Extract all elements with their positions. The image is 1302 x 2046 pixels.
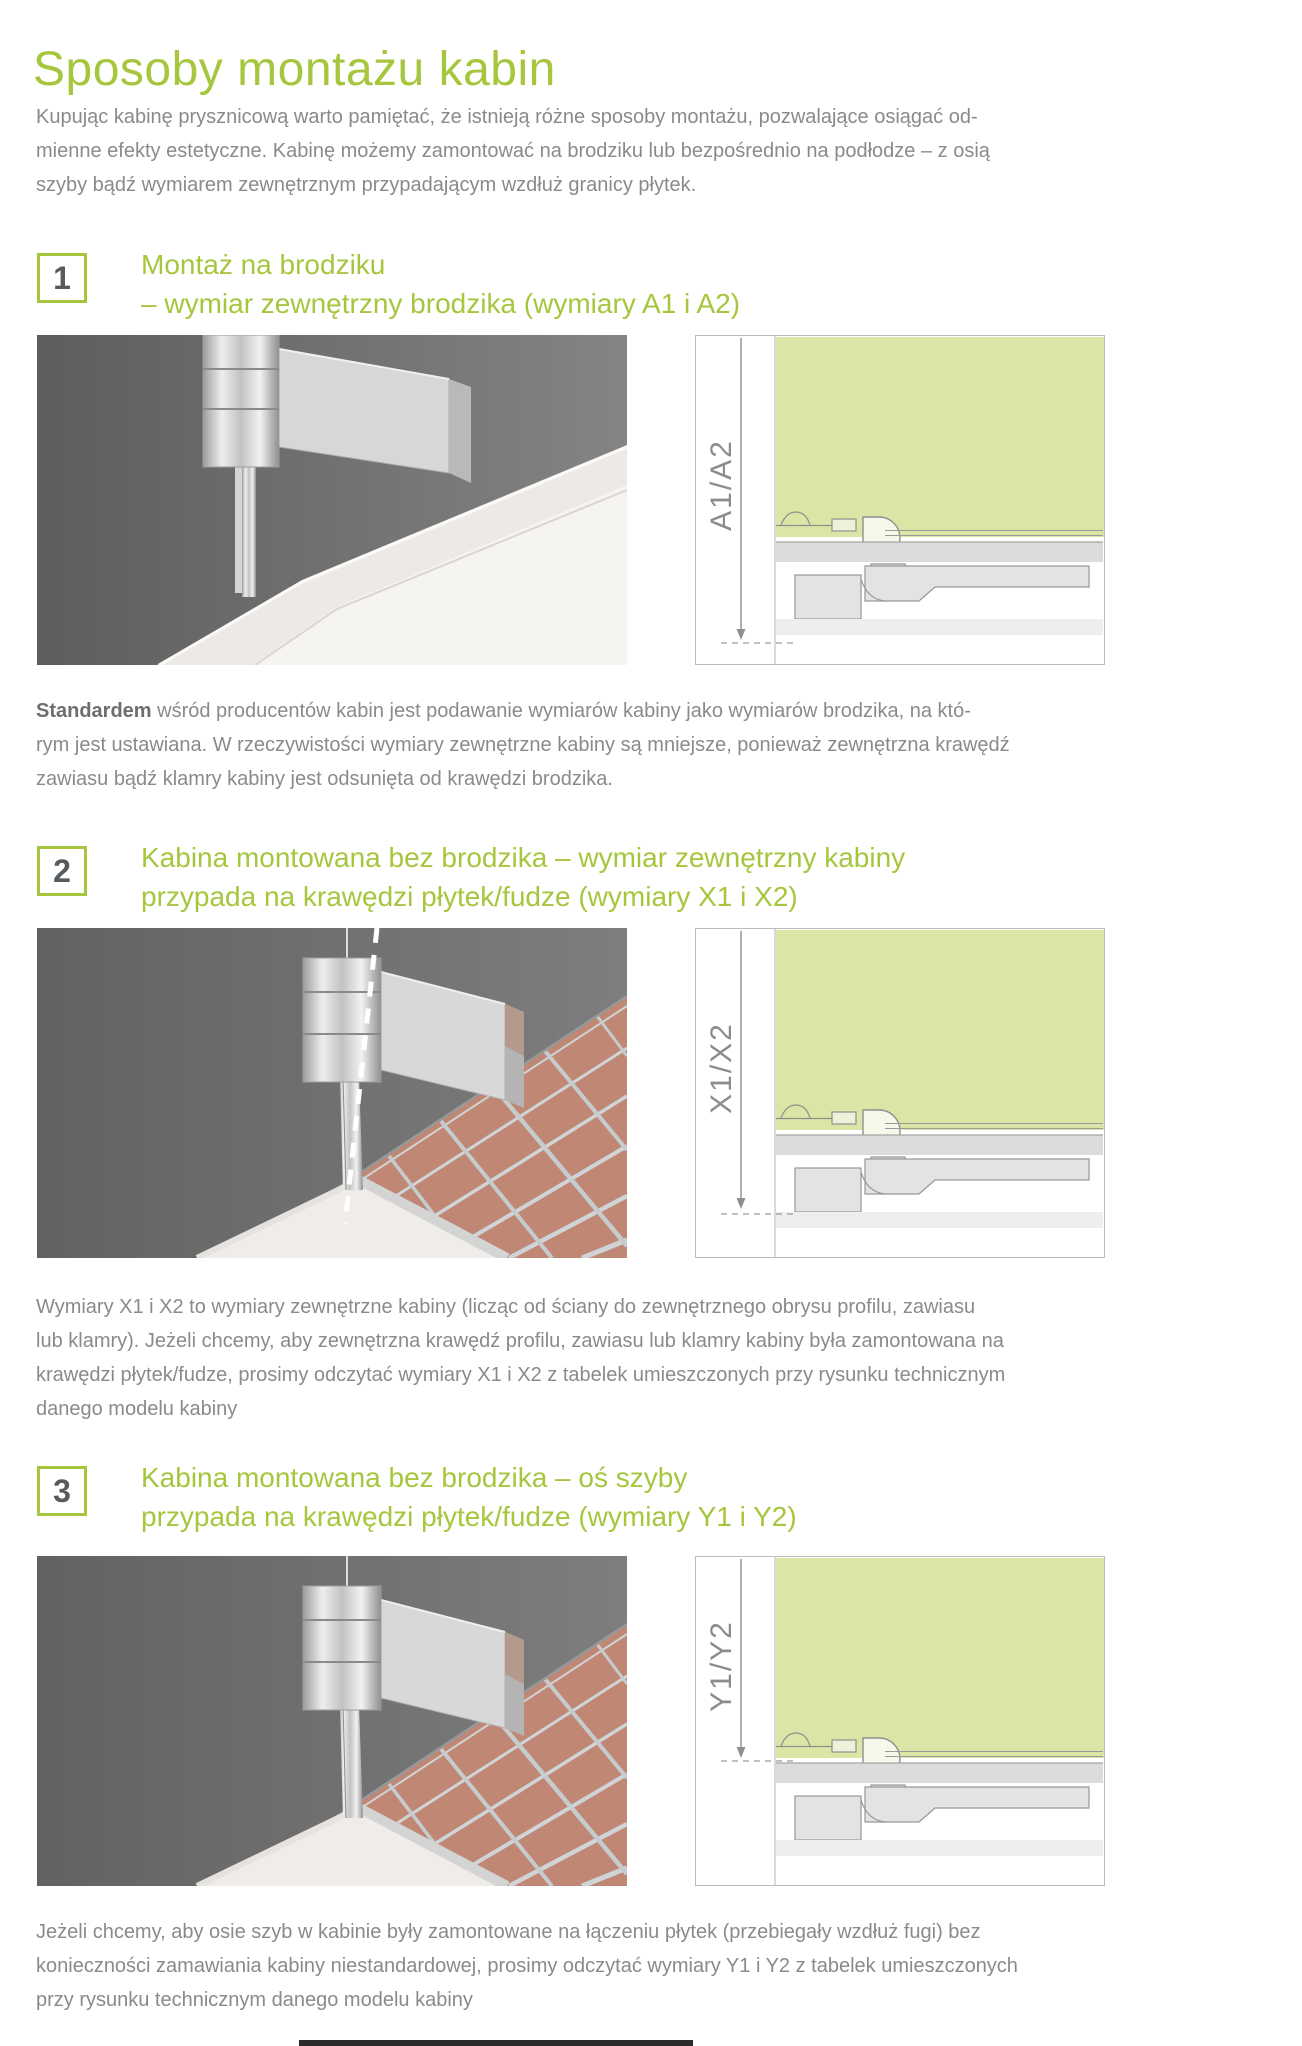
section-2-images [0,928,1302,1258]
section-2-heading [141,838,905,916]
photo-hinge-tiled-floor [37,1556,627,1886]
section-3-heading [141,1458,797,1536]
heading-line: Kabina montowana bez brodzika – oś szyby [141,1462,688,1493]
heading-line: Kabina montowana bez brodzika – wymiar zewnętrzny kabiny [141,842,906,873]
heading-line: przypada na krawędzi płytek/fudze (wymiary X1 i X2) [141,881,798,912]
tray-cross-section-diagram-y [695,1556,1105,1886]
paragraph-line: Jeżeli chcemy, aby osie szyb w kabinie były zamontowane na łączeniu płytek (przebiegały wzdłuż fugi) bez [36,1921,981,1943]
heading-line: przypada na krawędzi płytek/fudze (wymiary Y1 i Y2) [141,1501,797,1532]
intro-line: Kupując kabinę prysznicową warto pamiętać, że istnieją różne sposoby montażu, pozwalające osiągać od- [36,106,978,128]
tray-cross-section-diagram-a [695,335,1105,665]
paragraph-line: krawędzi płytek/fudze, prosimy odczytać wymiary X1 i X2 z tabelek umieszczonych przy rysunku technicznym [36,1364,1006,1386]
dimension-label-y1y2: Y1/Y2 [705,1620,738,1712]
section-1-heading [141,245,740,323]
standard-paragraph [36,694,1010,796]
heading-line: Montaż na brodziku [141,249,386,280]
intro-line: szyby bądź wymiarem zewnętrznym przypadającym wzdłuż granicy płytek. [36,174,697,196]
photo-hinge-on-shower-tray [37,335,627,665]
paragraph-line: lub klamry). Jeżeli chcemy, aby zewnętrzna krawędź profilu, zawiasu lub klamry kabiny była zamontowana na [36,1330,1004,1352]
bold-lead: Standardem [36,700,152,722]
paragraph-line [36,694,1010,728]
paragraph-line: zawiasu bądź klamry kabiny jest odsunięta od krawędzi brodzika. [36,768,613,790]
section-number-box: 1 [37,253,87,303]
heading-line: – wymiar zewnętrzny brodzika (wymiary A1 i A2) [141,288,741,319]
section-number-box: 3 [37,1466,87,1516]
dimension-label-x1x2: X1/X2 [705,1022,738,1114]
y-dimensions-paragraph [36,1915,1018,2017]
page-bottom-dark-strip [299,2040,693,2046]
dimension-label-a1a2: A1/A2 [705,439,738,531]
section-3-images [0,1556,1302,1886]
paragraph-line: Wymiary X1 i X2 to wymiary zewnętrzne kabiny (licząc od ściany do zewnętrznego obrysu profilu, zawiasu [36,1296,976,1318]
page-title: Sposoby montażu kabin [33,43,556,97]
x-dimensions-paragraph [36,1290,1005,1426]
section-number-box: 2 [37,846,87,896]
tray-cross-section-diagram-x [695,928,1105,1258]
intro-line: mienne efekty estetyczne. Kabinę możemy zamontować na brodziku lub bezpośrednio na podłodze – z osią [36,140,990,162]
paragraph-line: przy rysunku technicznym danego modelu kabiny [36,1989,473,2011]
paragraph-line-rest: wśród producentów kabin jest podawanie wymiarów kabiny jako wymiarów brodzika, na któ- [151,700,971,722]
photo-hinge-tiled-floor-dashed-edge [37,928,627,1258]
intro-paragraph [36,100,990,202]
paragraph-line: rym jest ustawiana. W rzeczywistości wymiary zewnętrzne kabiny są mniejsze, ponieważ zewnętrzna krawędź [36,734,1010,756]
paragraph-line: konieczności zamawiania kabiny niestandardowej, prosimy odczytać wymiary Y1 i Y2 z tabelek umieszczonych [36,1955,1018,1977]
section-1-images [0,335,1302,665]
paragraph-line: danego modelu kabiny [36,1398,238,1420]
